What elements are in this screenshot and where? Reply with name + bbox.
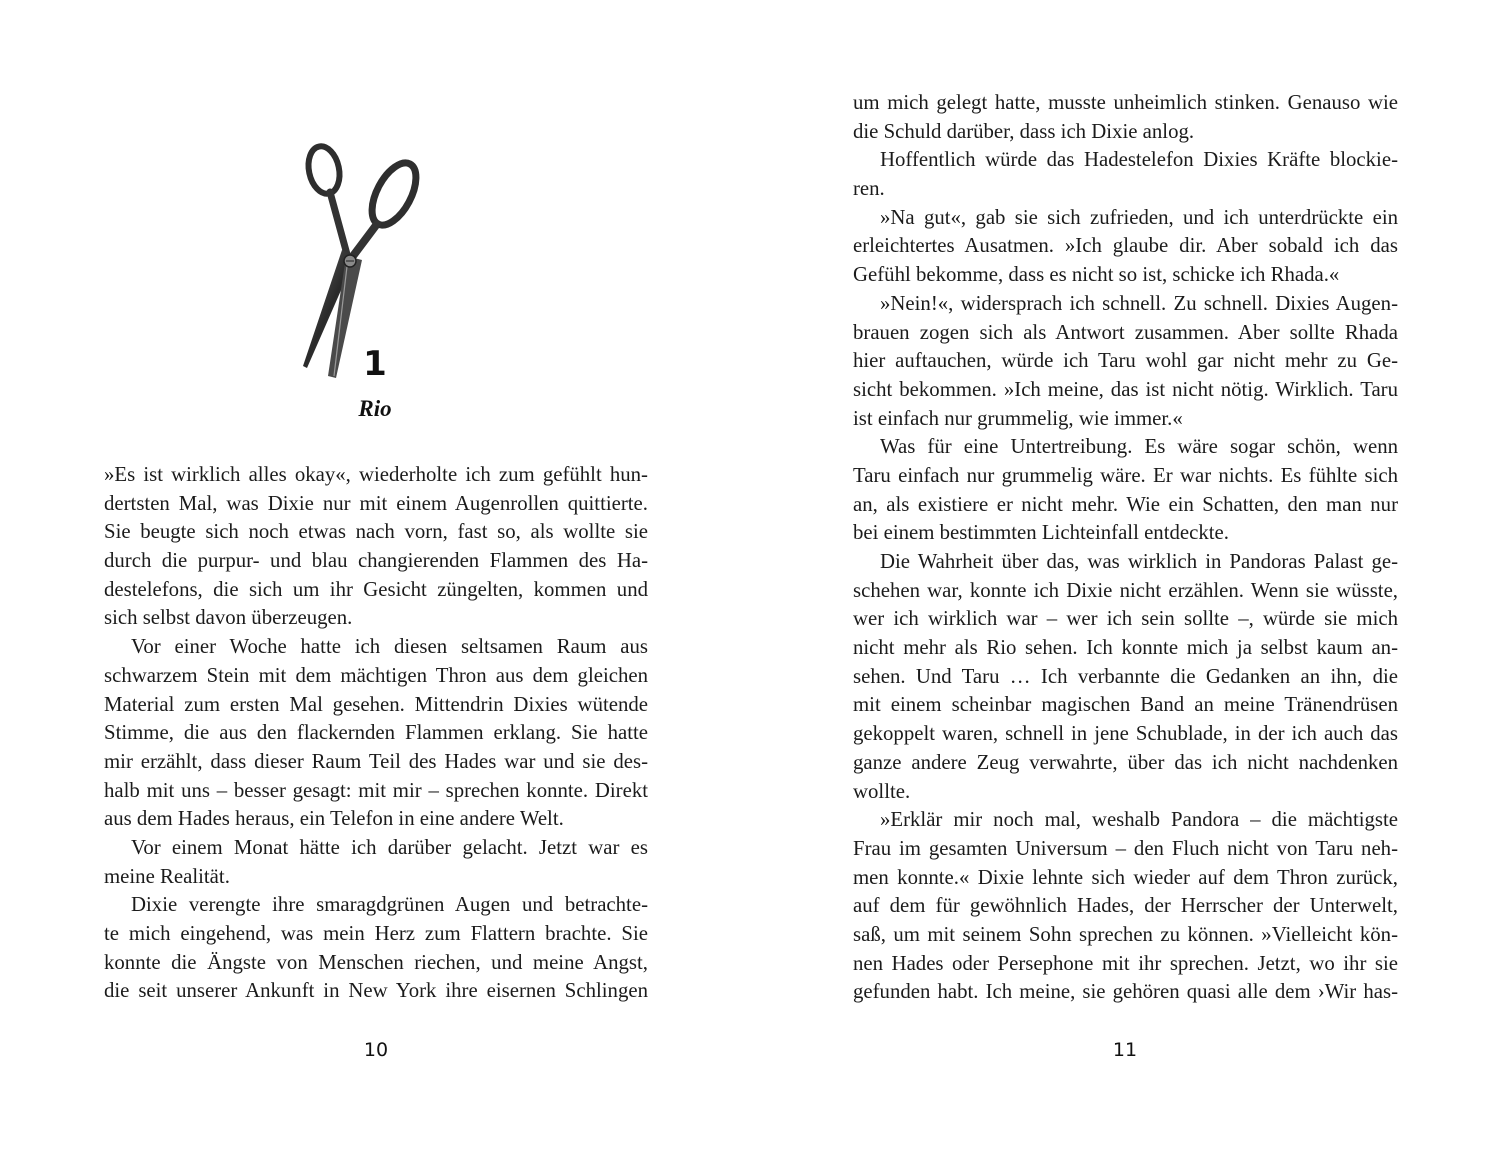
text-line: ren. [853, 177, 885, 201]
text-line: »Es ist wirklich alles okay«, wiederholte ich zum gefühlt hun- [104, 463, 648, 486]
text-line: destelefons, die sich um ihr Gesicht züngelten, kommen und [104, 577, 648, 601]
text-line: die seit unserer Ankunft in New York ihre eisernen Schlingen [104, 979, 648, 1003]
text-line: »Na gut«, gab sie sich zufrieden, und ich unterdrückte ein [880, 205, 1398, 229]
text-line: nen Hades oder Persephone mit ihr sprechen. Jetzt, wo ihr sie [853, 951, 1398, 975]
chapter-number: 1 [363, 344, 387, 384]
text-line: sehen. Und Taru … Ich verbannte die Gedanken an ihn, die [853, 664, 1398, 688]
text-line: nicht mehr als Rio sehen. Ich konnte mich ja selbst kaum an- [853, 636, 1398, 660]
text-line: »Erklär mir noch mal, weshalb Pandora – die mächtigste [880, 808, 1398, 832]
text-line: schwarzem Stein mit dem mächtigen Thron aus dem gleichen [104, 663, 648, 687]
text-line: ist einfach nur grummelig, wie immer.« [853, 406, 1183, 430]
text-line: halb mit uns – besser gesagt: mit mir – sprechen konnte. Direkt [104, 778, 648, 802]
text-line: wer ich wirklich war – wer ich sein sollte –, würde sie mich [853, 607, 1398, 631]
text-line: konnte die Ängste von Menschen riechen, und meine Angst, [104, 950, 648, 974]
text-line: hier auftauchen, würde ich Taru wohl gar nicht mehr zu Ge- [853, 349, 1398, 373]
text-line: mit einem scheinbar magischen Band an meine Tränendrüsen [853, 693, 1398, 717]
text-line: Taru einfach nur grummelig wäre. Er war nichts. Es fühlte sich [853, 463, 1398, 487]
text-line: saß, um mit seinem Sohn sprechen zu können. »Vielleicht kön- [853, 922, 1398, 946]
text-line: ganze andere Zeug verwahrte, über das ich nicht nachdenken [853, 750, 1398, 774]
chapter-title: Rio [358, 396, 392, 421]
text-line: gekoppelt waren, schnell in jene Schublade, in der ich auch das [853, 722, 1398, 746]
text-line: an, als existiere er nicht mehr. Wie ein Schatten, den man nur [853, 492, 1398, 516]
right-page [750, 0, 1500, 1153]
text-line: um mich gelegt hatte, musste unheimlich stinken. Genauso wie [853, 91, 1398, 114]
text-line: schehen war, konnte ich Dixie nicht erzählen. Wenn sie wüsste, [853, 578, 1398, 602]
text-line: sicht bekommen. »Ich meine, das ist nicht nötig. Wirklich. Taru [853, 377, 1398, 401]
text-line: Die Wahrheit über das, was wirklich in Pandoras Palast ge- [880, 550, 1398, 573]
text-line: dertsten Mal, was Dixie nur mit einem Augenrollen quittierte. [104, 491, 648, 515]
text-line: durch die purpur- und blau changierenden Flammen des Ha- [104, 549, 648, 573]
text-line: Dixie verengte ihre smaragdgrünen Augen und betrachte- [131, 893, 648, 917]
text-line: bei einem bestimmten Lichteinfall entdeckte. [853, 521, 1229, 545]
right-page-body-text [853, 89, 1398, 1007]
text-line: sich selbst davon überzeugen. [104, 606, 353, 630]
text-line: mir erzählt, dass dieser Raum Teil des Hades war und sie des- [104, 749, 648, 773]
text-line: Vor einem Monat hätte ich darüber gelacht. Jetzt war es [131, 835, 648, 859]
page-number-right: 11 [1112, 1039, 1138, 1061]
left-page-body-text [104, 461, 648, 1006]
text-line: wollte. [853, 779, 911, 803]
page-number-left: 10 [363, 1039, 389, 1061]
text-line: meine Realität. [104, 864, 230, 888]
text-line: aus dem Hades heraus, ein Telefon in eine andere Welt. [104, 807, 564, 831]
text-line: Vor einer Woche hatte ich diesen seltsamen Raum aus [131, 635, 648, 659]
text-line: Frau im gesamten Universum – den Fluch nicht von Taru neh- [853, 836, 1398, 860]
text-line: men konnte.« Dixie lehnte sich wieder auf dem Thron zurück, [853, 865, 1398, 889]
text-line: Material zum ersten Mal gesehen. Mittendrin Dixies wütende [104, 692, 648, 716]
text-line: te mich eingehend, was mein Herz zum Flattern brachte. Sie [104, 922, 648, 945]
text-line: gefunden habt. Ich meine, sie gehören quasi alle dem ›Wir has- [853, 980, 1398, 1004]
text-line: »Nein!«, widersprach ich schnell. Zu schnell. Dixies Augen- [880, 291, 1398, 315]
text-line: auf dem für gewöhnlich Hades, der Herrscher der Unterwelt, [853, 894, 1398, 918]
text-line: erleichtertes Ausatmen. »Ich glaube dir. Aber sobald ich das [853, 234, 1398, 258]
text-line: Was für eine Untertreibung. Es wäre sogar schön, wenn [880, 435, 1398, 459]
text-line: die Schuld darüber, dass ich Dixie anlog. [853, 119, 1195, 143]
text-line: Gefühl bekomme, dass es nicht so ist, schicke ich Rhada.« [853, 263, 1340, 287]
text-line: Stimme, die aus den flackernden Flammen erklang. Sie hatte [104, 721, 648, 745]
text-line: Hoffentlich würde das Hadestelefon Dixies Kräfte blockie- [880, 148, 1398, 172]
text-line: brauen zogen sich als Antwort zusammen. Aber sollte Rhada [853, 320, 1398, 344]
text-line: Sie beugte sich noch etwas nach vorn, fast so, als wollte sie [104, 520, 648, 544]
